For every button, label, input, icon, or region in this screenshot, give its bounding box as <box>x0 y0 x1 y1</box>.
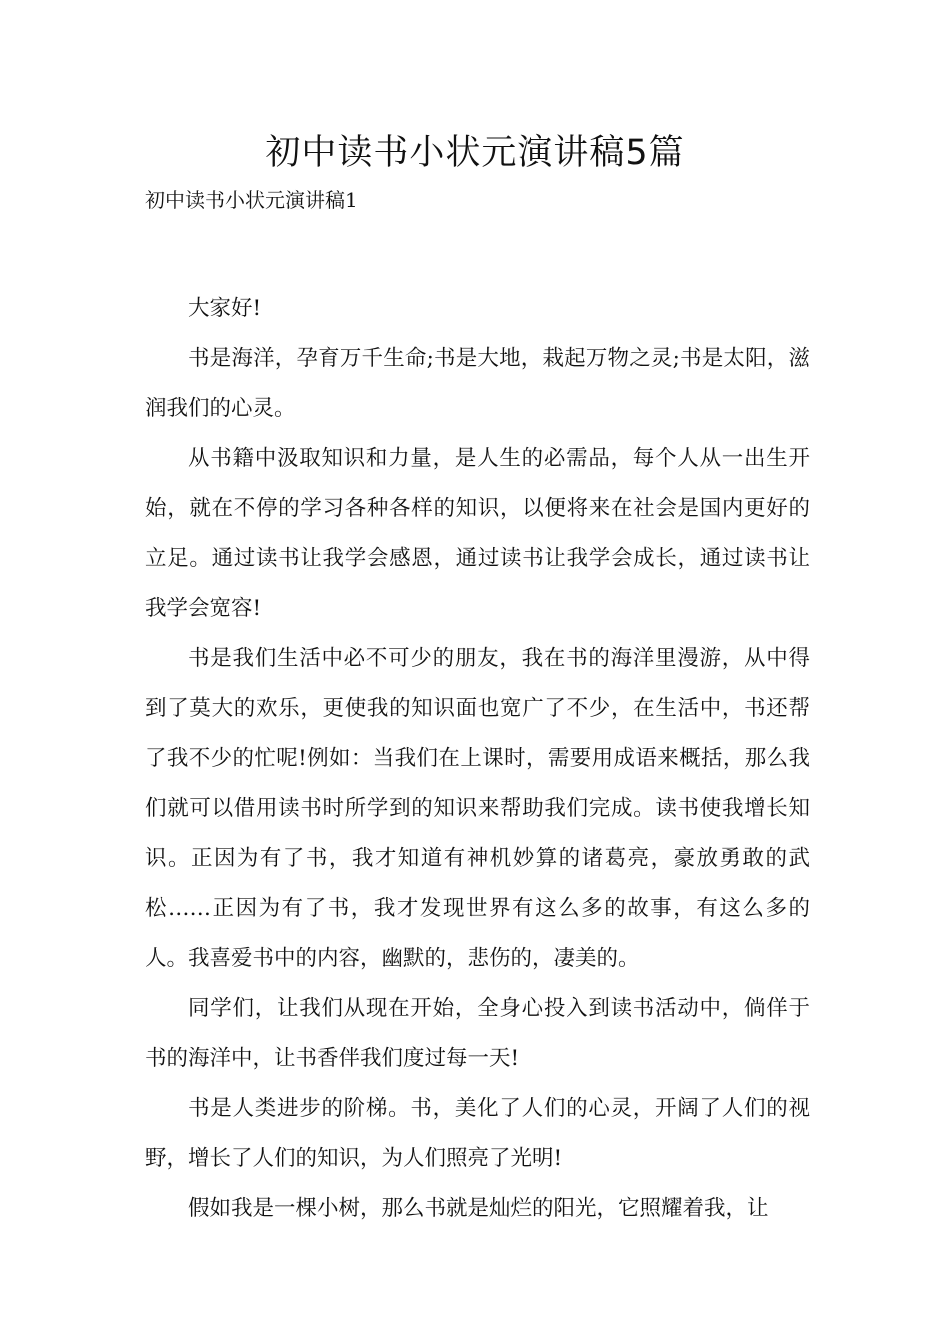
document-title: 初中读书小状元演讲稿5篇 <box>265 133 685 173</box>
paragraph-greeting: 大家好! <box>188 296 262 321</box>
paragraph: 从书籍中汲取知识和力量，是人生的必需品，每个人从一出生开始，就在不停的学习各种各样的知识，以便将来在社会是国内更好的立足。通过读书让我学会感恩，通过读书让我学会成长，通过读书让我学会宽容! <box>145 446 810 621</box>
paragraph: 书是人类进步的阶梯。书，美化了人们的心灵，开阔了人们的视野，增长了人们的知识，为人们照亮了光明! <box>145 1096 810 1171</box>
paragraph: 同学们，让我们从现在开始，全身心投入到读书活动中，倘佯于书的海洋中，让书香伴我们度过每一天! <box>145 996 810 1071</box>
document-subtitle: 初中读书小状元演讲稿1 <box>145 188 358 212</box>
paragraph: 假如我是一棵小树，那么书就是灿烂的阳光，它照耀着我，让 <box>188 1196 769 1221</box>
paragraph: 书是我们生活中必不可少的朋友，我在书的海洋里漫游，从中得到了莫大的欢乐，更使我的知识面也宽广了不少，在生活中，书还帮了我不少的忙呢!例如：当我们在上课时，需要用成语来概括，那么我们就可以借用读书时所学到的知识来帮助我们完成。读书使我增长知识。正因为有了书，我才知道有神机妙算的诸葛亮，豪放勇敢的武松……正因为有了书，我才发现世界有这么多的故事，有这么多的人。我喜爱书中的内容，幽默的，悲伤的，凄美的。 <box>145 646 810 971</box>
paragraph: 书是海洋，孕育万千生命;书是大地，栽起万物之灵;书是太阳，滋润我们的心灵。 <box>145 346 810 421</box>
document-body <box>145 284 810 1234</box>
